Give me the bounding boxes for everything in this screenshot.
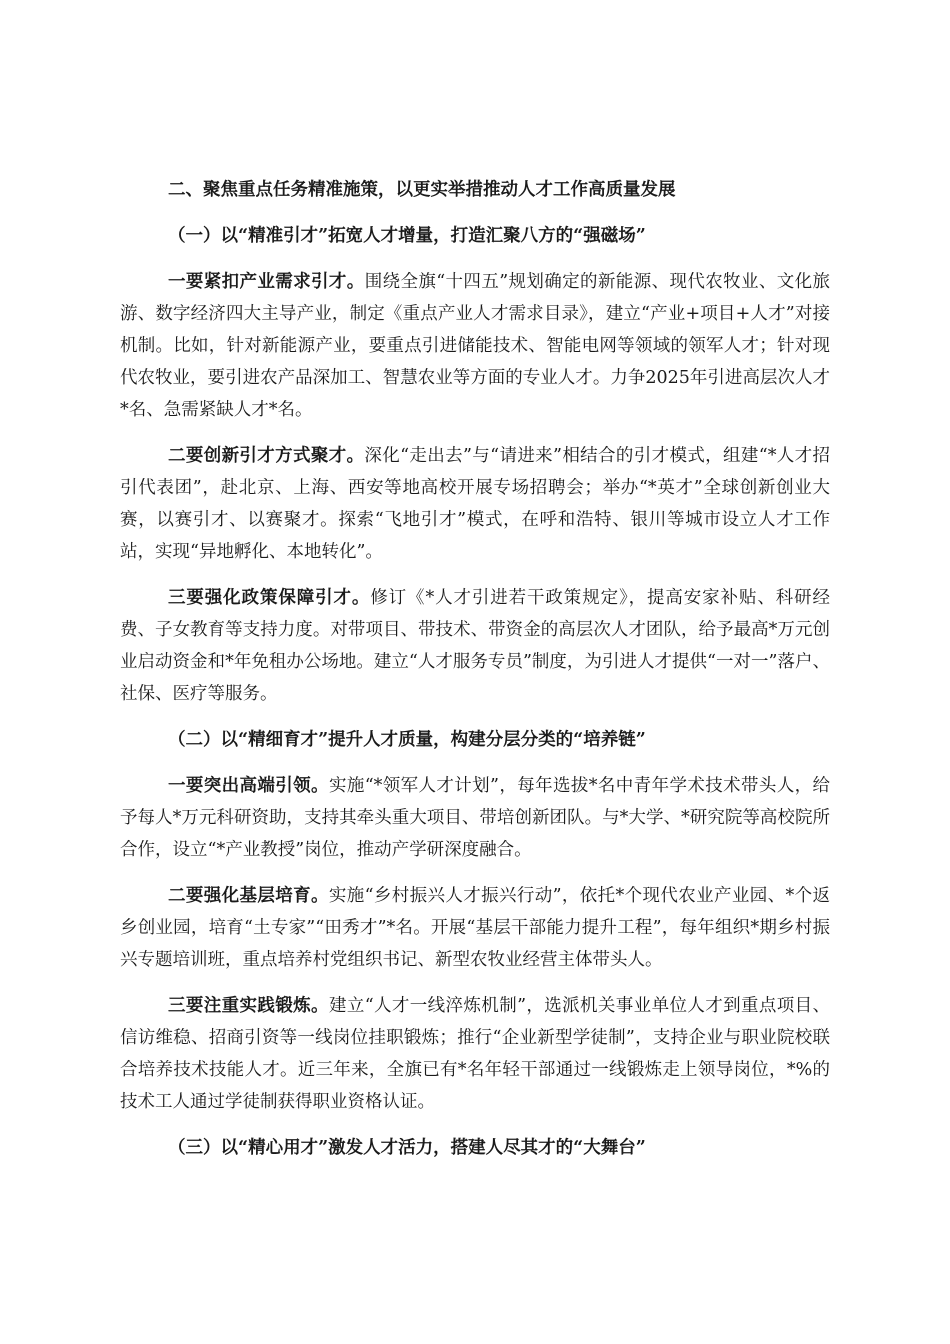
paragraph-text: 围绕全旗“十四五”规划确定的新能源、现代农牧业、文化旅游、数字经济四大主导产业，制定《重点产业人才需求目录》，建立“产业+项目+人才”对接机制。比如，针对新能源产业，要重点引进储能技术、智能电网等领域的领军人才；针对现代农牧业，要引进农产品深加工、智慧农业等方面的专业人才。力争2025年引进高层次人才*名、急需紧缺人才*名。 xyxy=(120,272,830,420)
paragraph-text: 建立“人才一线淬炼机制”，选派机关事业单位人才到重点项目、信访维稳、招商引资等一线岗位挂职锻炼；推行“企业新型学徒制”，支持企业与职业院校联合培养技术技能人才。近三年来，全旗已有*名年轻干部通过一线锻炼走上领导岗位，*%的技术工人通过学徒制获得职业资格认证。 xyxy=(120,996,830,1112)
paragraph xyxy=(120,990,830,1118)
paragraph-lead: 二要强化基层培育。 xyxy=(168,886,329,906)
paragraph-lead: 三要注重实践锻炼。 xyxy=(168,996,329,1016)
paragraph-lead: 三要强化政策保障引才。 xyxy=(168,588,371,608)
paragraph xyxy=(120,266,830,426)
subsection-title-3: （三）以“精心用才”激发人才活力，搭建人尽其才的“大舞台” xyxy=(168,1138,646,1158)
subsection-title-1: （一）以“精准引才”拓宽人才增量，打造汇聚八方的“强磁场” xyxy=(168,226,646,246)
subsection-title-2: （二）以“精细育才”提升人才质量，构建分层分类的“培养链” xyxy=(168,730,646,750)
paragraph xyxy=(120,770,830,866)
paragraph-text: 实施“*领军人才计划”，每年选拔*名中青年学术技术带头人，给予每人*万元科研资助，支持其牵头重大项目、带培创新团队。与*大学、*研究院等高校院所合作，设立“*产业教授”岗位，推动产学研深度融合。 xyxy=(120,776,830,860)
paragraph xyxy=(120,880,830,976)
document-body xyxy=(120,174,830,1178)
paragraph xyxy=(120,440,830,568)
paragraph-text: 修订《*人才引进若干政策规定》，提高安家补贴、科研经费、子女教育等支持力度。对带项目、带技术、带资金的高层次人才团队，给予最高*万元创业启动资金和*年免租办公场地。建立“人才服务专员”制度，为引进人才提供“一对一”落户、社保、医疗等服务。 xyxy=(120,588,831,704)
paragraph-lead: 一要突出高端引领。 xyxy=(168,776,329,796)
section-title: 二、聚焦重点任务精准施策，以更实举措推动人才工作高质量发展 xyxy=(168,180,676,200)
paragraph-text: 深化“走出去”与“请进来”相结合的引才模式，组建“*人才招引代表团”，赴北京、上海、西安等地高校开展专场招聘会；举办“*英才”全球创新创业大赛，以赛引才、以赛聚才。探索“飞地引才”模式，在呼和浩特、银川等城市设立人才工作站，实现“异地孵化、本地转化”。 xyxy=(120,446,831,562)
paragraph-text: 实施“乡村振兴人才振兴行动”，依托*个现代农业产业园、*个返乡创业园，培育“土专家”“田秀才”*名。开展“基层干部能力提升工程”，每年组织*期乡村振兴专题培训班，重点培养村党组织书记、新型农牧业经营主体带头人。 xyxy=(120,886,830,970)
paragraph-lead: 二要创新引才方式聚才。 xyxy=(168,446,365,466)
paragraph-lead: 一要紧扣产业需求引才。 xyxy=(168,272,365,292)
paragraph xyxy=(120,582,830,710)
